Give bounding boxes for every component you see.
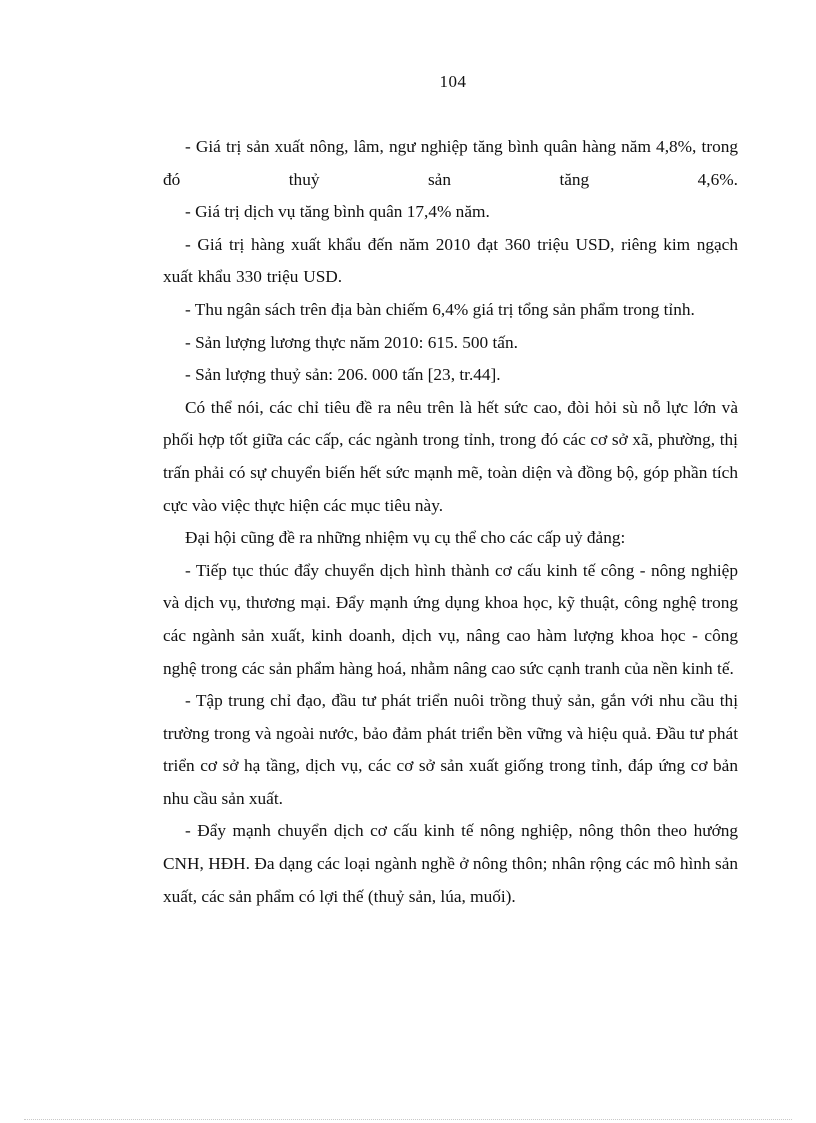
page-number: 104 — [439, 72, 467, 91]
paragraph-food-output: - Sản lượng lương thực năm 2010: 615. 500 tấn. — [185, 332, 518, 352]
paragraph-fishery-output: - Sản lượng thuỷ sản: 206. 000 tấn [23, tr.44]. — [185, 365, 501, 385]
paragraph-services-growth: - Giá trị dịch vụ tăng bình quân 17,4% năm. — [185, 202, 490, 222]
document-body — [163, 131, 738, 913]
paragraph-agriculture-growth: - Giá trị sản xuất nông, lâm, ngư nghiệp tăng bình quân hàng năm 4,8%, trong đó thuỷ sản tăng 4,6%. — [163, 137, 738, 189]
paragraph-targets-comment: Có thể nói, các chỉ tiêu đề ra nêu trên là hết sức cao, đòi hỏi sù nỗ lực lớn và phối hợp tốt giữa các cấp, các ngành trong tỉnh, trong đó các cơ sở xã, phường, thị trấn phải có sự chuyển biến hết sức mạnh mẽ, toàn diện và đồng bộ, góp phần tích cực vào việc thực hiện các mục tiêu này. — [163, 397, 738, 515]
paragraph-budget-revenue: - Thu ngân sách trên địa bàn chiếm 6,4% giá trị tổng sản phẩm trong tỉnh. — [185, 299, 695, 319]
paragraph-task-aquaculture: - Tập trung chỉ đạo, đầu tư phát triển nuôi trồng thuỷ sản, gắn với nhu cầu thị trường trong và ngoài nước, bảo đảm phát triển bền vững và hiệu quả. Đầu tư phát triển cơ sở hạ tầng, dịch vụ, các cơ sở sản xuất giống trong tỉnh, đáp ứng cơ bản nhu cầu sản xuất. — [163, 691, 738, 808]
paragraph-task-rural-development: - Đẩy mạnh chuyển dịch cơ cấu kinh tế nông nghiệp, nông thôn theo hướng CNH, HĐH. Đa dạng các loại ngành nghề ở nông thôn; nhân rộng các mô hình sản xuất, các sản phẩm có lợi thế (thuỷ sản, lúa, muối). — [163, 821, 738, 906]
page-bottom-divider — [24, 1119, 792, 1120]
paragraph-congress-tasks: Đại hội cũng đề ra những nhiệm vụ cụ thể cho các cấp uỷ đảng: — [185, 528, 626, 548]
paragraph-task-economic-structure: - Tiếp tục thúc đẩy chuyển dịch hình thành cơ cấu kinh tế công - nông nghiệp và dịch vụ, thương mại. Đẩy mạnh ứng dụng khoa học, kỹ thuật, công nghệ trong các ngành sản xuất, kinh doanh, dịch vụ, nâng cao hàm lượng khoa học - công nghệ trong các sản phẩm hàng hoá, nhằm nâng cao sức cạnh tranh của nền kinh tế. — [163, 560, 738, 678]
paragraph-export-value: - Giá trị hàng xuất khẩu đến năm 2010 đạt 360 triệu USD, riêng kim ngạch xuất khẩu 330 triệu USD. — [163, 234, 738, 287]
